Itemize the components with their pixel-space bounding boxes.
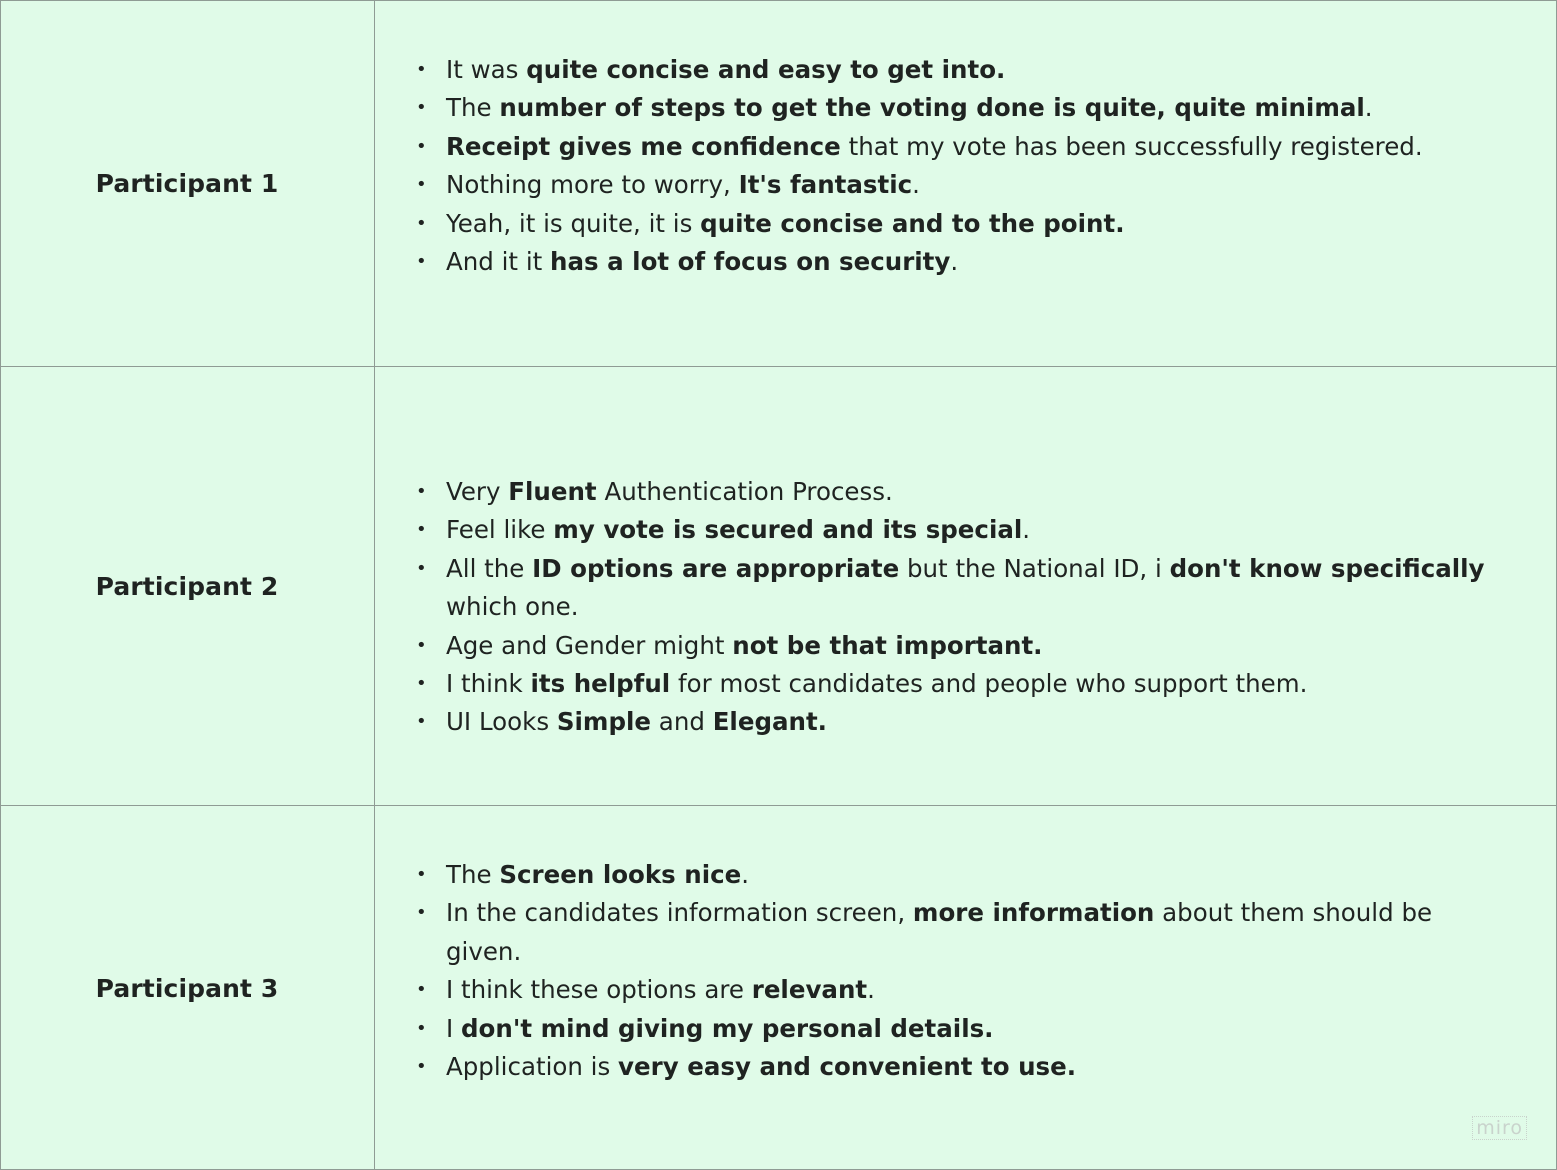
participant-name: Participant 1: [95, 169, 279, 198]
feedback-item: [446, 1010, 1507, 1048]
feedback-item: [446, 166, 1507, 204]
row-divider: [0, 366, 1557, 367]
emphasis-text: It's fantastic: [738, 170, 913, 200]
participant-row: [0, 0, 1557, 367]
participant-name-cell: [0, 0, 374, 367]
feedback-item: [446, 243, 1507, 281]
feedback-item: [446, 1048, 1507, 1086]
emphasis-text: more information: [912, 898, 1155, 928]
plain-text: I think: [446, 669, 531, 699]
feedback-item: [446, 550, 1507, 627]
plain-text: I think these options are: [446, 975, 752, 1005]
plain-text: but the National ID, i: [899, 553, 1170, 583]
plain-text: .: [741, 860, 750, 889]
plain-text: Authentication Process.: [596, 477, 893, 506]
plain-text: for most candidates and people who support them.: [670, 669, 1308, 699]
participant-name: Participant 3: [95, 973, 279, 1003]
plain-text: Feel like: [446, 515, 554, 545]
feedback-list: [375, 51, 1557, 281]
emphasis-text: Screen looks nice: [499, 860, 742, 889]
emphasis-text: quite concise and easy to get into.: [526, 55, 1006, 84]
emphasis-text: not be that important.: [732, 630, 1043, 660]
feedback-item: [446, 89, 1507, 127]
plain-text: about them should be given.: [446, 898, 1433, 966]
participant-row: [0, 367, 1557, 806]
emphasis-text: my vote is secured and its special: [553, 515, 1023, 545]
plain-text: Application is: [446, 1052, 619, 1082]
emphasis-text: Receipt gives me confidence: [446, 131, 841, 161]
emphasis-text: has a lot of focus on security: [550, 247, 951, 277]
plain-text: .: [950, 247, 959, 277]
plain-text: And it it: [446, 247, 551, 277]
plain-text: All the: [446, 553, 533, 583]
plain-text: UI Looks: [446, 707, 557, 737]
feedback-item: [446, 627, 1507, 665]
plain-text: Yeah, it is quite, it is: [446, 208, 701, 238]
participant-row: [0, 806, 1557, 1170]
feedback-item: [446, 856, 1507, 894]
participant-notes-cell: [375, 0, 1557, 367]
plain-text: Very: [446, 477, 509, 506]
participant-name-cell: [0, 806, 374, 1170]
feedback-item: [446, 511, 1507, 549]
participant-name-cell: [0, 367, 374, 806]
emphasis-text: Simple: [556, 707, 652, 737]
feedback-list: [375, 856, 1557, 1086]
emphasis-text: Fluent: [508, 477, 597, 506]
emphasis-text: very easy and convenient to use.: [618, 1052, 1077, 1082]
participant-notes-cell: [375, 367, 1557, 806]
plain-text: In the candidates information screen,: [446, 898, 913, 928]
participant-notes-cell: [375, 806, 1557, 1170]
feedback-item: [446, 51, 1507, 89]
plain-text: It was: [446, 55, 527, 84]
plain-text: .: [912, 170, 920, 200]
plain-text: I: [446, 1013, 462, 1043]
feedback-item: [446, 665, 1507, 703]
feedback-item: [446, 205, 1507, 243]
plain-text: The: [446, 93, 500, 123]
emphasis-text: don't mind giving my personal details.: [461, 1013, 994, 1043]
plain-text: Nothing more to worry,: [446, 170, 739, 200]
miro-watermark: miro: [1472, 1116, 1527, 1140]
feedback-item: [446, 971, 1507, 1009]
emphasis-text: relevant: [751, 975, 868, 1005]
emphasis-text: don't know specifically: [1169, 553, 1485, 583]
emphasis-text: number of steps to get the voting done is quite, quite minimal: [499, 93, 1365, 123]
feedback-item: [446, 128, 1507, 166]
plain-text: and: [651, 707, 713, 737]
plain-text: that my vote has been successfully registered.: [840, 131, 1423, 161]
feedback-item: [446, 703, 1507, 741]
column-divider: [374, 0, 375, 1170]
participant-name: Participant 2: [95, 572, 279, 601]
plain-text: .: [1022, 515, 1031, 545]
plain-text: Age and Gender might: [446, 630, 733, 660]
emphasis-text: ID options are appropriate: [532, 553, 900, 583]
feedback-list: [375, 473, 1557, 742]
plain-text: The: [446, 860, 500, 889]
row-divider: [0, 805, 1557, 806]
feedback-item: [446, 473, 1507, 511]
emphasis-text: its helpful: [530, 669, 671, 699]
plain-text: .: [867, 975, 875, 1005]
emphasis-text: Elegant.: [712, 707, 827, 737]
emphasis-text: quite concise and to the point.: [700, 208, 1125, 238]
feedback-item: [446, 894, 1507, 971]
plain-text: .: [1364, 93, 1373, 123]
plain-text: which one.: [446, 592, 579, 622]
